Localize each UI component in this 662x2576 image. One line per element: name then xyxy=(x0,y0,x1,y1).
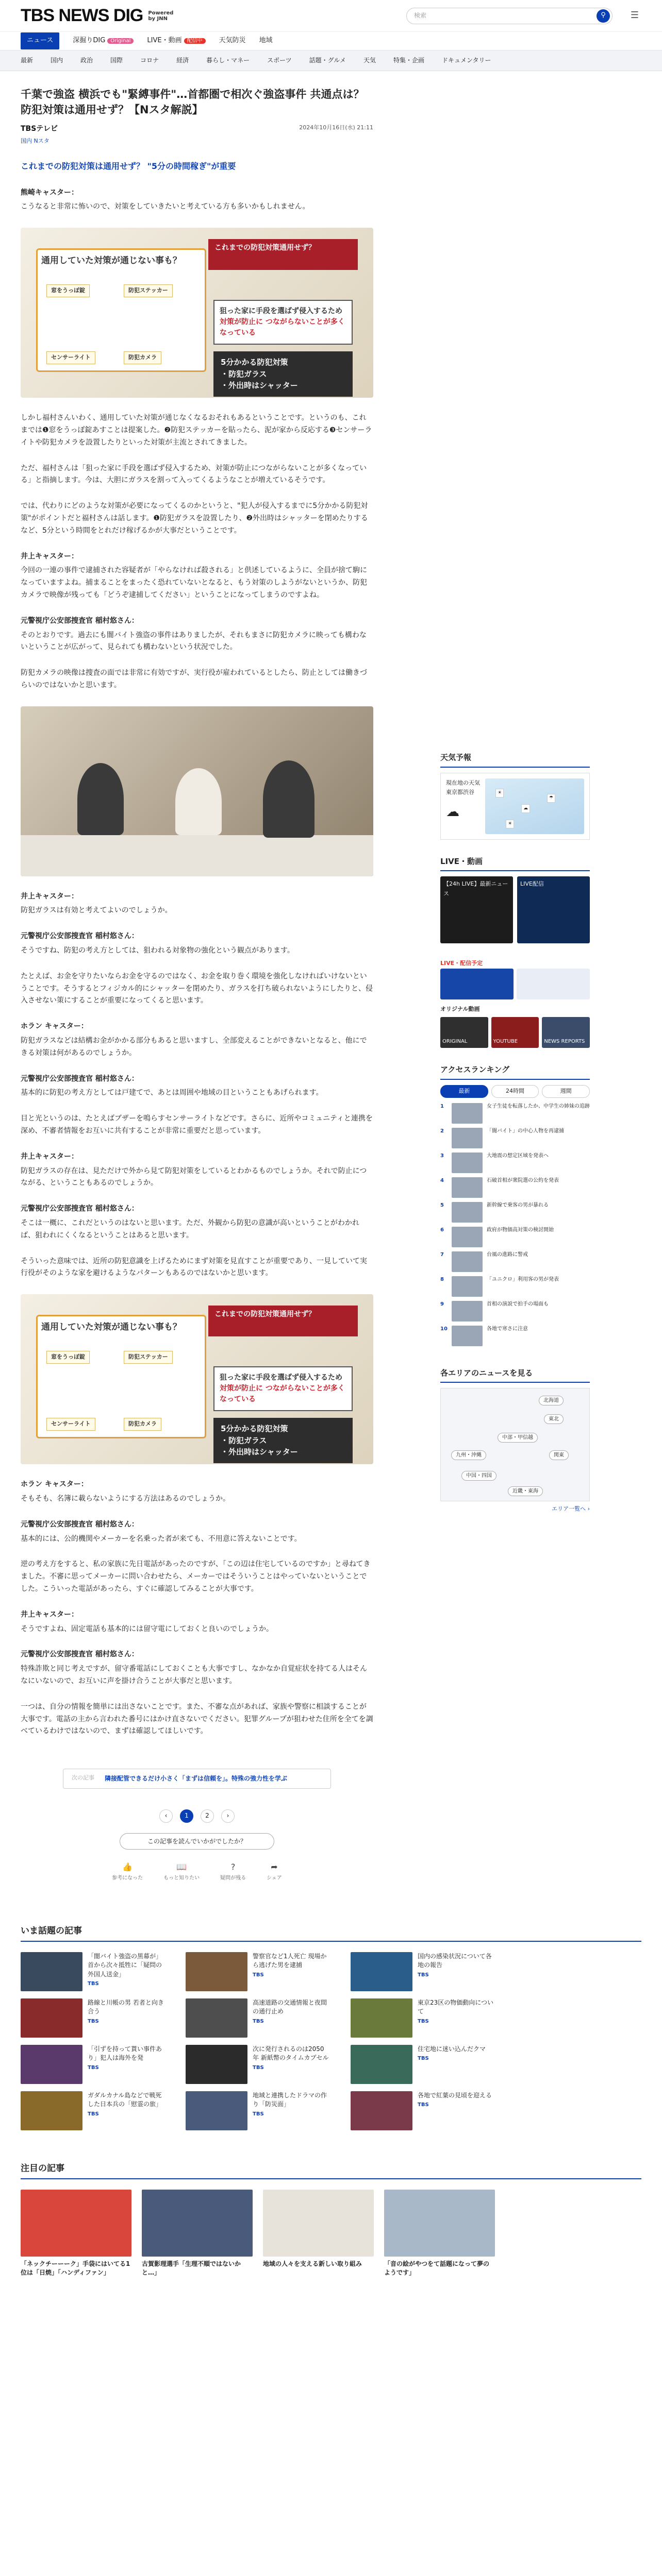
sidebar xyxy=(440,71,590,1903)
trending-card[interactable] xyxy=(186,2045,330,2084)
speaker-label: 井上キャスター： xyxy=(21,1152,78,1161)
region-button[interactable]: 中部・甲信越 xyxy=(498,1433,538,1443)
next-article-title[interactable]: 隣接配管できるだけ小さく「まずは信頼を」。特殊の強力性を学ぶ xyxy=(105,1775,288,1783)
paragraph: 特殊詐欺と同じ考えですが、留守番電話にしておくことも大事ですし、なかなか自覚症状を持てる人はそんなにいないので、お互いに声を掛け合うことが大事だと思います。 xyxy=(21,1665,367,1685)
nav2-item[interactable]: 最新 xyxy=(21,57,34,64)
card-source: TBS xyxy=(418,2018,429,2024)
article-date: 2024年10月16日(水) 21:11 xyxy=(299,124,373,131)
orig-item[interactable]: ORIGINAL xyxy=(440,1017,488,1048)
share-icon: ➦ xyxy=(271,1861,278,1872)
featured-title: 注目の記事 xyxy=(21,2161,641,2179)
rank-title: 新幹線で乗客の男が暴れる xyxy=(487,1202,549,1208)
rank-title: 台風の進路に警戒 xyxy=(487,1251,528,1258)
card-source: TBS xyxy=(88,1981,99,1987)
question-icon: ? xyxy=(230,1861,236,1872)
speaker-label: 井上キャスター： xyxy=(21,892,78,901)
featured-card[interactable] xyxy=(384,2190,495,2278)
region-button[interactable]: 九州・沖縄 xyxy=(451,1450,486,1460)
card-thumbnail xyxy=(186,1998,247,2038)
paragraph: そこは一概に、これだというのはないと思います。ただ、外観から防犯の意識が高いということがわかれば、狙われにくくなるということはあると思います。 xyxy=(21,1219,359,1240)
pagination xyxy=(21,1809,373,1823)
presenter-figure xyxy=(175,768,222,835)
card-thumbnail xyxy=(21,2091,82,2130)
figure-list: 5分かかる防犯対策 ・防犯ガラス ・外出時はシャッター xyxy=(213,1418,353,1463)
rank-thumbnail xyxy=(452,1128,483,1148)
rank-thumbnail xyxy=(452,1153,483,1173)
ranking-item[interactable] xyxy=(440,1326,590,1346)
card-thumbnail xyxy=(384,2190,495,2257)
card-title: 各地で紅葉の見頃を迎える xyxy=(418,2092,492,2099)
article-tag[interactable]: 国内 Nスタ xyxy=(21,137,49,144)
tab-24h[interactable]: 24時間 xyxy=(491,1085,539,1098)
figure-item: センサーライト xyxy=(46,351,95,364)
page-2[interactable]: 2 xyxy=(201,1809,214,1823)
prev-page-icon[interactable]: ‹ xyxy=(159,1809,173,1823)
rank-thumbnail xyxy=(452,1103,483,1124)
region-title: 各エリアのニュースを見る xyxy=(440,1367,590,1383)
search-bar[interactable] xyxy=(406,8,613,24)
paragraph: しかし福村さんいわく、通用していた対策が通じなくなるおそれもあるということです。というのも、これまでは❶窓をうっぽ錠あすことは提案した。❷防犯ステッカーを貼ったら、泥が家から反応する❸センサーライトや防犯カメラを設置したりといった対策が主流とされてきました。 xyxy=(21,414,372,447)
card-thumbnail xyxy=(351,2091,412,2130)
reaction-question[interactable]: ? 疑問が残る xyxy=(220,1860,246,1883)
figure-quote: 狙った家に手段を選ばず侵入するため 対策が防止に つながらないことが多くなっている xyxy=(213,300,353,345)
paragraph: 目と光というのは、たとえばブザーを鳴らすセンサーライトなどです。さらに、近所やコミュニティと連携を深め、不審者情報をお互いに共有することが非常に重要だと思っています。 xyxy=(21,1114,373,1136)
rank-thumbnail xyxy=(452,1202,483,1223)
ranking-item[interactable] xyxy=(440,1301,590,1321)
nav2-item[interactable]: 国内 xyxy=(51,57,63,64)
schedule-banner[interactable] xyxy=(440,969,514,999)
trending-card[interactable] xyxy=(21,2045,165,2084)
article-source[interactable]: TBSテレビ xyxy=(21,124,58,133)
rank-number: 3 xyxy=(440,1153,444,1159)
card-source: TBS xyxy=(88,2018,99,2024)
search-input[interactable]: 検索 xyxy=(414,12,427,20)
card-title: 地域の人々を支える新しい取り組み xyxy=(263,2260,362,2267)
card-source: TBS xyxy=(418,2056,429,2062)
reaction-helpful[interactable]: 👍 参考になった xyxy=(112,1860,143,1883)
live-schedule: LIVE・配信予定 オリジナル動画 ORIGINAL YOUTUBE NEWS REPORTS xyxy=(440,959,590,1048)
card-thumbnail xyxy=(21,1998,82,2038)
region-button[interactable]: 北海道 xyxy=(539,1396,564,1405)
nav2-item[interactable]: コロナ xyxy=(140,57,159,64)
site-header xyxy=(0,0,662,32)
paragraph: 逆の考え方をすると、私の家族に先日電話があったのですが、「この辺は住宅しているのですか」と尋ねてきました。不審に思ってメーカーに問い合わせたら、メーカーではそういうことはやっていないということでした。こういった電話があったら、すぐに確認してみることが大事です。 xyxy=(21,1560,371,1593)
thumbs-up-icon: 👍 xyxy=(122,1861,133,1872)
paragraph: 一つは、自分の情報を簡単には出さないことです。また、不審な点があれば、家族や警察に相談することが大事です。電話の主から言われた番号にはかけ直さないでください。犯罪グループが狙わせた住所を全てを調べているわけではないので、まずは確認してほしいです。 xyxy=(21,1702,373,1736)
rank-title: 「ユニクロ」利用客の男が発表 xyxy=(487,1276,559,1282)
card-title: 「音の絵がやつをて話題になって夢のようです」 xyxy=(384,2260,490,2277)
ranking-list xyxy=(440,1103,590,1346)
featured-card[interactable] xyxy=(21,2190,131,2278)
card-title: 「ネックチーーーク」手袋にはいてる1位は「日焼」「ハンディファン」 xyxy=(21,2260,130,2277)
site-logo[interactable]: TBS NEWS DIG xyxy=(21,5,143,25)
trending-card[interactable] xyxy=(21,1952,165,1991)
trending-card[interactable] xyxy=(186,1998,330,2038)
nav2-item[interactable]: 経済 xyxy=(176,57,189,64)
rank-number: 5 xyxy=(440,1202,444,1208)
paragraph: 防犯ガラスは有効と考えてよいのでしょうか。 xyxy=(21,906,172,915)
figure-security-graphic-2 xyxy=(21,1294,373,1464)
figure-item: 窓をうっぽ錠 xyxy=(46,1351,90,1364)
paragraph: そもそも、名簿に載らないようにする方法はあるのでしょうか。 xyxy=(21,1495,230,1503)
speaker-label: 元警視庁公安部捜査官 稲村悠さん： xyxy=(21,616,139,625)
trending-card[interactable] xyxy=(351,2045,495,2084)
ranking-item[interactable] xyxy=(440,1276,590,1297)
speaker-label: 元警視庁公安部捜査官 稲村悠さん： xyxy=(21,1520,139,1529)
nav2-item[interactable]: 話題・グルメ xyxy=(309,57,346,64)
studio-desk xyxy=(21,835,373,876)
figure-item: 窓をうっぽ錠 xyxy=(46,284,90,297)
card-source: TBS xyxy=(253,2111,264,2117)
card-title: 路線と川帳の男 若者と向き合う xyxy=(88,1999,164,2015)
weather-widget[interactable] xyxy=(440,773,590,840)
speaker-label: 元警視庁公安部捜査官 稲村悠さん： xyxy=(21,932,139,941)
nav2-item[interactable]: 国際 xyxy=(110,57,123,64)
paragraph: 今回の一連の事件で逮捕された容疑者が「やらなければ殺される」と供述しているように、全員が捨て駒になっていますよね。捕まることをまったく恐れていないとなると、もう対策のしようがないというか、防犯カメラで映像が残っても「どうぞ逮捕してください」ということになってしまうのですよね。 xyxy=(21,566,367,599)
ranking-item[interactable] xyxy=(440,1227,590,1247)
figure-item: 防犯カメラ xyxy=(124,351,161,364)
paragraph: 防犯ガラスなどは結構お金がかかる部分もあると思いますし、全部変えることができないとなると、他にできる対策は何があるのでしょうか。 xyxy=(21,1037,367,1057)
ranking-tabs xyxy=(440,1085,590,1098)
nav-news[interactable]: ニュース xyxy=(21,32,59,49)
rank-title: 各地で寒さに注意 xyxy=(487,1326,528,1332)
figure-item: 防犯ステッカー xyxy=(124,1351,173,1364)
orig-item[interactable]: YOUTUBE xyxy=(491,1017,539,1048)
weather-title: 天気予報 xyxy=(440,751,590,768)
japan-map xyxy=(440,1388,590,1501)
reaction-share[interactable]: ➦ シェア xyxy=(267,1860,282,1883)
rank-thumbnail xyxy=(452,1276,483,1297)
reaction-bar xyxy=(21,1860,373,1883)
rank-number: 7 xyxy=(440,1251,444,1258)
card-title: 古賀影理選手「生理不順ではないかと…」 xyxy=(142,2260,241,2277)
nav-live[interactable]: LIVE・動画 配信中 xyxy=(147,35,205,46)
figure-panel-title: 通用していた対策が通じない事も？ xyxy=(41,256,181,266)
rank-number: 9 xyxy=(440,1301,444,1307)
rank-thumbnail xyxy=(452,1326,483,1346)
rank-title: 大地震の想定区域を発表へ xyxy=(487,1153,549,1159)
paragraph: 防犯カメラの映像は捜査の面では非常に有効ですが、実行役が雇われているとしたら、防止としては働きづらいのではないかと思います。 xyxy=(21,669,367,689)
rank-title: 首相の演説で拍手の場面も xyxy=(487,1301,549,1307)
paragraph: そうですね、防犯の考え方としては、狙われる対象物の強化という観点があります。 xyxy=(21,946,294,955)
paragraph: 基本的には、公的機関やメーカーを名乗った者が来ても、不用意に答えないことです。 xyxy=(21,1534,302,1543)
speaker-label: ホラン キャスター： xyxy=(21,1480,88,1489)
schedule-banner[interactable] xyxy=(517,969,590,999)
rank-number: 8 xyxy=(440,1276,444,1282)
speaker-label: 井上キャスター： xyxy=(21,1610,78,1619)
next-article-box[interactable] xyxy=(63,1769,331,1788)
figure-header: これまでの防犯対策通用せず？ xyxy=(208,1306,358,1336)
rank-title: 「闇バイト」の中心人物を再逮捕 xyxy=(487,1128,564,1134)
trending-card[interactable] xyxy=(21,2091,165,2130)
menu-icon[interactable]: ☰ xyxy=(630,10,639,21)
region-button[interactable]: 関東 xyxy=(549,1450,569,1460)
card-title: 「闇バイト強盗の黒幕が」首から次々抵牲に「疑問の外国人送金」 xyxy=(88,1953,162,1978)
card-thumbnail xyxy=(21,2190,131,2257)
featured-card[interactable] xyxy=(263,2190,374,2278)
rank-thumbnail xyxy=(452,1227,483,1247)
speaker-label: 元警視庁公安部捜査官 稲村悠さん： xyxy=(21,1205,139,1213)
rank-number: 4 xyxy=(440,1177,444,1183)
ranking-item[interactable] xyxy=(440,1103,590,1124)
card-source: TBS xyxy=(88,2064,99,2071)
rank-title: 石破首相が衆院選の公約を発表 xyxy=(487,1177,559,1183)
card-source: TBS xyxy=(418,2102,429,2108)
ranking-item[interactable] xyxy=(440,1128,590,1148)
nav2-item[interactable]: 政治 xyxy=(80,57,93,64)
card-thumbnail xyxy=(186,2045,247,2084)
weather-cloud-icon: ☁ xyxy=(446,804,459,820)
trending-card[interactable] xyxy=(351,1998,495,2038)
card-thumbnail xyxy=(263,2190,374,2257)
speaker-label: 元警視庁公安部捜査官 稲村悠さん： xyxy=(21,1650,139,1659)
live-thumb[interactable]: 【24h LIVE】最新ニュース xyxy=(440,876,513,943)
trending-card[interactable] xyxy=(21,1998,165,2038)
speaker-label: 熊崎キャスター： xyxy=(21,188,78,197)
article-title: 千葉で強盗 横浜でも"緊縛事件"…首都圏で相次ぐ強盗事件 共通点は？ 防犯対策は通用せず？【Nスタ解説】 xyxy=(21,88,365,116)
card-title: 次に発行されるのは2050年 新紙幣のタイムカプセル xyxy=(253,2045,329,2062)
ranking-item[interactable] xyxy=(440,1177,590,1198)
rank-title: 女子生徒を転落したか、中学生の姉妹の追跡 xyxy=(487,1103,590,1109)
search-icon[interactable]: ⚲ xyxy=(597,9,610,23)
nav2-item[interactable]: ドキュメンタリー xyxy=(441,57,491,64)
rank-thumbnail xyxy=(452,1251,483,1272)
rank-number: 6 xyxy=(440,1227,444,1233)
trending-title: いま話題の記事 xyxy=(21,1924,641,1942)
paragraph: では、代わりにどのような対策が必要になってくるのかというと、"犯人が侵入するまでに5分かかる防犯対策"がポイントだと福村さんは話します。❶防犯ガラスを設置したり、❷外出時はシャッターを閉めたりするなど、5分という時間をとれだけ稼げるかが大事だということです。 xyxy=(21,502,368,535)
card-source: TBS xyxy=(88,2111,99,2117)
paragraph: 基本的に防犯の考え方としては戸建てで、あとは周囲や地域の目ということもあげられます。 xyxy=(21,1089,323,1097)
nav2-item[interactable]: 暮らし・マネー xyxy=(206,57,250,64)
presenter-figure xyxy=(77,763,124,835)
card-title: ガダルカナル島などで戦死した日本兵の「慰霊の旅」 xyxy=(88,2092,162,2108)
reaction-more[interactable]: 📖 もっと知りたい xyxy=(163,1860,200,1883)
speaker-label: 元警視庁公安部捜査官 稲村悠さん： xyxy=(21,1074,139,1083)
paragraph: そのとおりです。過去にも闇バイト強盗の事件はありましたが、それもまさに防犯カメラに映っても構わないということが広がって、見られても構わないという状況でした。 xyxy=(21,631,367,652)
figure-list: 5分かかる防犯対策 ・防犯ガラス ・外出時はシャッター xyxy=(213,351,353,397)
article-meta xyxy=(21,123,373,135)
trending-card[interactable] xyxy=(186,1952,330,1991)
card-title: 警察官など1人死亡 現場から逃げた男を逮捕 xyxy=(253,1953,327,1969)
nav-region[interactable]: 地域 xyxy=(259,37,273,45)
paragraph: ただ、福村さんは「狙った家に手段を選ばず侵入するため、対策が防止につながらないことが多くなっている」と指摘します。今は、大胆にガラスを割って入ってくるようなことが増えているそうです。 xyxy=(21,464,367,485)
speaker-label: ホラン キャスター： xyxy=(21,1022,88,1031)
card-title: 国内の感染状況について各地の報告 xyxy=(418,1953,492,1969)
card-thumbnail xyxy=(351,1998,412,2038)
tab-latest[interactable]: 最新 xyxy=(440,1085,488,1098)
card-thumbnail xyxy=(186,2091,247,2130)
weather-map[interactable]: ☀ ☁ ☂ ☀ xyxy=(485,778,584,834)
region-button[interactable]: 中国・四国 xyxy=(461,1471,496,1481)
card-thumbnail xyxy=(186,1952,247,1991)
nav2-item[interactable]: 天気 xyxy=(363,57,376,64)
article-lede: これまでの防犯対策は通用せず？ "5分の時間稼ぎ"が重要 xyxy=(21,161,236,172)
card-title: 高速道路の交通情報と夜間の通行止め xyxy=(253,1999,327,2015)
card-title: 地域と連携したドラマの作り「防災面」 xyxy=(253,2092,327,2108)
rank-number: 10 xyxy=(440,1326,448,1332)
ranking-item[interactable] xyxy=(440,1202,590,1223)
ranking-item[interactable] xyxy=(440,1251,590,1272)
card-title: 住宅地に迷い込んだクマ xyxy=(418,2045,486,2053)
next-article-label: 次の記事 xyxy=(72,1774,94,1782)
live-thumb[interactable]: LIVE配信 xyxy=(517,876,590,943)
paragraph: たとえば、お金を守りたいならお金を守るのではなく、お金を取り巻く環境を強化しなければいけないということです。そうするとフィジカル的にシャッターを閉めたり、ガラスを打ち破られないようにしたりと、侵入させない策にすることが重要になってくると思います。 xyxy=(21,972,373,1005)
card-thumbnail xyxy=(351,1952,412,1991)
nav2-item[interactable]: 特集・企画 xyxy=(393,57,424,64)
paragraph: そういった意味では、近所の防犯意識を上げるためにまず対策を見直すことが重要であり、一見していて実行役がそのような家を避けるようなパターンもあるのではないかと思います。 xyxy=(21,1257,367,1278)
figure-quote: 狙った家に手段を選ばず侵入するため 対策が防止に つながらないことが多くなっている xyxy=(213,1366,353,1411)
figure-panel-title: 通用していた対策が通じない事も？ xyxy=(41,1322,181,1333)
live-badge: 配信中 xyxy=(184,38,206,44)
book-icon: 📖 xyxy=(176,1861,187,1872)
featured-grid xyxy=(21,2190,495,2278)
nav-weather[interactable]: 天気防災 xyxy=(219,37,246,45)
ranking-title: アクセスランキング xyxy=(440,1063,590,1080)
bottom-section xyxy=(0,1924,662,2278)
paragraph: こうなると非常に怖いので、対策をしていきたいと考えている方も多いかもしれません。 xyxy=(21,202,310,211)
rate-prompt[interactable]: この記事を読んでいかがでしたか？ xyxy=(120,1833,274,1850)
rank-number: 1 xyxy=(440,1103,444,1109)
card-source: TBS xyxy=(253,1972,264,1978)
card-source: TBS xyxy=(418,1972,429,1978)
card-thumbnail xyxy=(21,1952,82,1991)
figure-header: これまでの防犯対策通用せず？ xyxy=(208,239,358,270)
card-title: 「引ずを持って貰い事件あり」犯人は海外を発 xyxy=(88,2045,162,2062)
card-thumbnail xyxy=(351,2045,412,2084)
speaker-label: 井上キャスター： xyxy=(21,552,78,561)
card-thumbnail xyxy=(142,2190,253,2257)
next-page-icon[interactable]: › xyxy=(221,1809,235,1823)
trending-card[interactable] xyxy=(351,2091,495,2130)
figure-studio-photo xyxy=(21,706,373,876)
powered-by: Powered by JNN xyxy=(148,10,174,22)
nav2-item[interactable]: スポーツ xyxy=(267,57,292,64)
article-main xyxy=(21,71,373,1903)
rank-title: 政府が物価高対策の検討開始 xyxy=(487,1227,554,1233)
presenter-figure xyxy=(263,760,315,838)
card-source: TBS xyxy=(253,2064,264,2071)
featured-card[interactable] xyxy=(142,2190,253,2278)
live-list xyxy=(440,876,590,943)
trending-card[interactable] xyxy=(186,2091,330,2130)
orig-item[interactable]: NEWS REPORTS xyxy=(542,1017,590,1048)
original-badge: Original xyxy=(107,38,134,44)
live-title: LIVE・動画 xyxy=(440,855,590,872)
card-source: TBS xyxy=(253,2018,264,2024)
figure-security-graphic xyxy=(21,228,373,398)
rank-number: 2 xyxy=(440,1128,444,1134)
nav-deep-dig[interactable]: 深掘りDIG Original xyxy=(73,35,134,46)
rank-thumbnail xyxy=(452,1301,483,1321)
card-title: 東京23区の物価動向について xyxy=(418,1999,494,2015)
trending-grid xyxy=(21,1952,495,2130)
paragraph: そうですよね、固定電話も基本的には留守電にしておくと良いのでしょうか。 xyxy=(21,1624,273,1633)
figure-item: センサーライト xyxy=(46,1418,95,1431)
secondary-nav xyxy=(0,50,662,71)
figure-item: 防犯カメラ xyxy=(124,1418,161,1431)
region-button[interactable]: 近畿・東海 xyxy=(508,1486,543,1496)
trending-card[interactable] xyxy=(351,1952,495,1991)
page-1[interactable]: 1 xyxy=(180,1809,193,1823)
figure-item: 防犯ステッカー xyxy=(124,284,173,297)
region-section xyxy=(440,1367,590,1514)
tab-weekly[interactable]: 週間 xyxy=(542,1085,590,1098)
paragraph: 防犯ガラスの存在は、見ただけで外から見て防犯対策をしているとわかるものでしょうか。それで防止につながる、ということもあるのでしょうか。 xyxy=(21,1166,367,1188)
ranking-item[interactable] xyxy=(440,1153,590,1173)
card-thumbnail xyxy=(21,2045,82,2084)
region-button[interactable]: 東北 xyxy=(544,1414,564,1424)
region-more-link[interactable]: エリア一覧へ › xyxy=(552,1505,590,1513)
rank-thumbnail xyxy=(452,1177,483,1198)
primary-nav xyxy=(0,32,662,50)
weather-info: 現在地の天気 東京都渋谷 ☁ xyxy=(446,778,480,834)
